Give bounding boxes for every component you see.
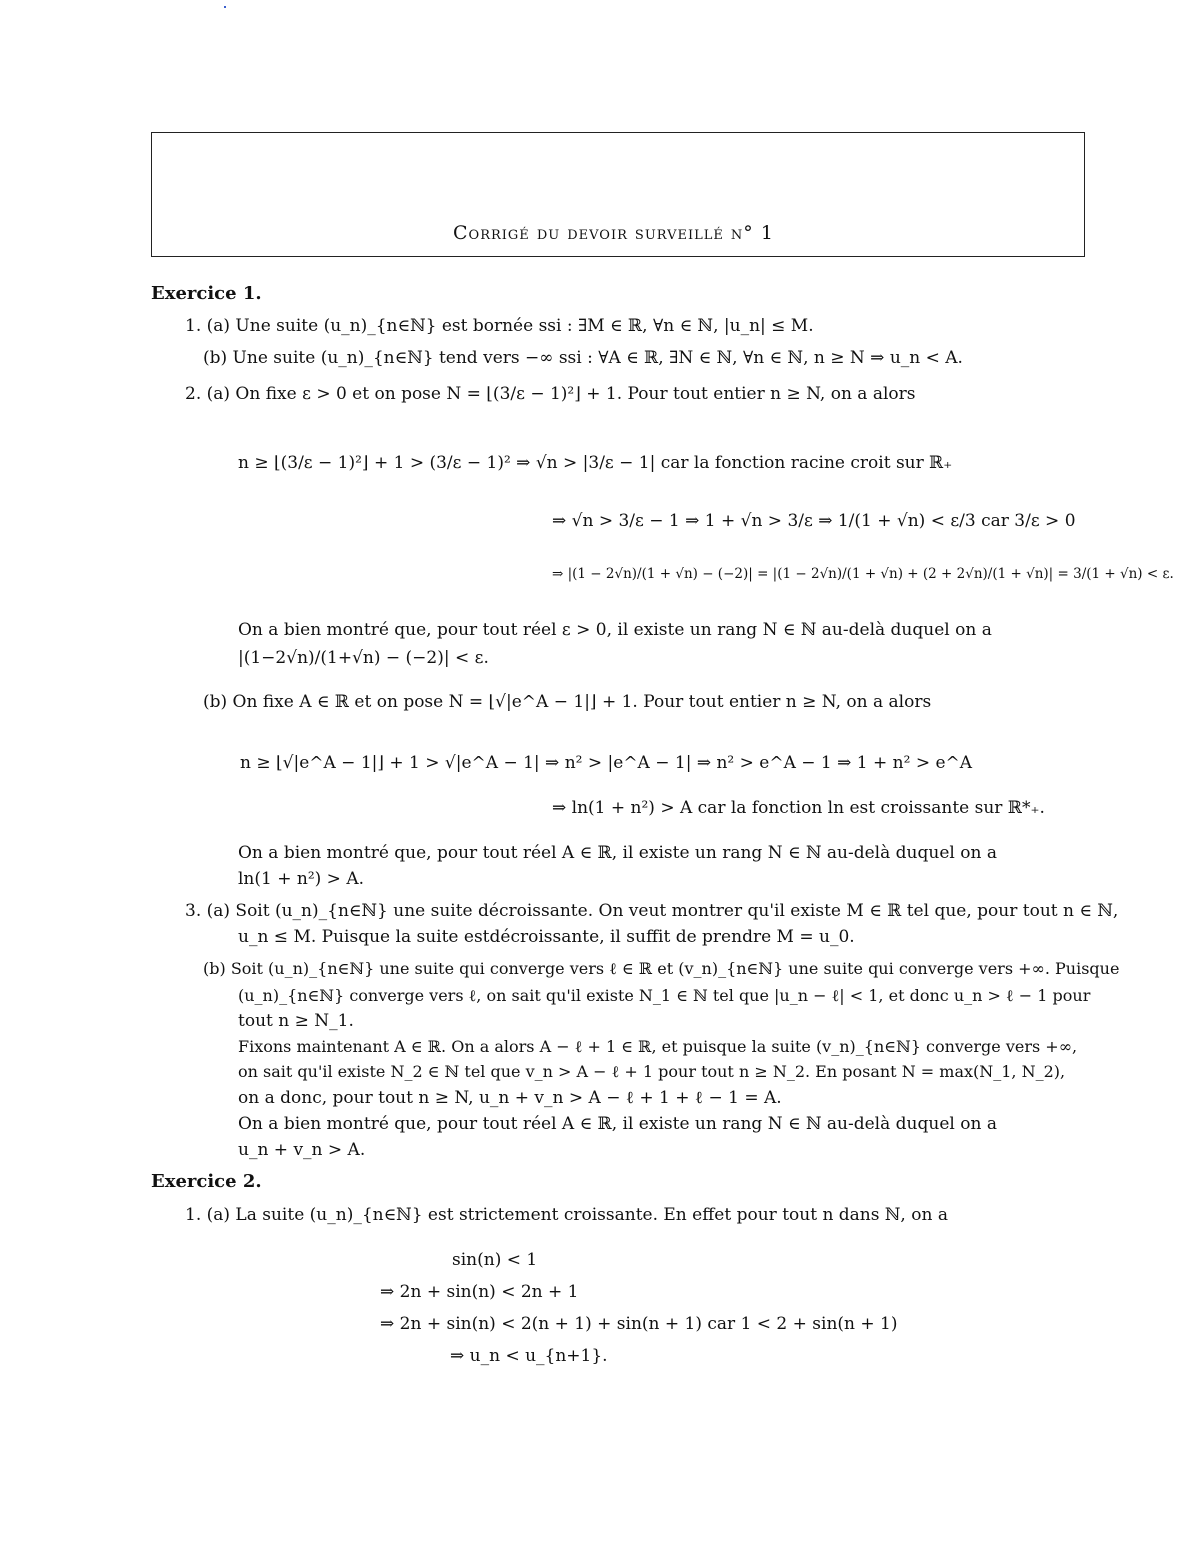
ex1-line: on a donc, pour tout n ≥ N, u_n + v_n > A − ℓ + 1 + ℓ − 1 = A. xyxy=(238,1088,782,1108)
exercise-1-heading: Exercice 1. xyxy=(151,283,262,304)
ex1-line: ln(1 + n²) > A. xyxy=(238,869,365,889)
ex1-line: (b) Une suite (u_n)_{n∈ℕ} tend vers −∞ ssi : ∀A ∈ ℝ, ∃N ∈ ℕ, ∀n ∈ ℕ, n ≥ N ⇒ u_n < A. xyxy=(203,348,963,368)
ex1-line: Fixons maintenant A ∈ ℝ. On a alors A − ℓ + 1 ∈ ℝ, et puisque la suite (v_n)_{n∈ℕ} converge vers +∞, xyxy=(238,1037,1078,1056)
ex1-equation: ⇒ |(1 − 2√n)/(1 + √n) − (−2)| = |(1 − 2√n)/(1 + √n) + (2 + 2√n)/(1 + √n)| = 3/(1 + √n) < ε. xyxy=(552,566,1174,582)
ex1-line: 3. (a) Soit (u_n)_{n∈ℕ} une suite décroissante. On veut montrer qu'il existe M ∈ ℝ tel que, pour tout n ∈ ℕ, xyxy=(185,901,1119,921)
ex1-equation: ⇒ ln(1 + n²) > A car la fonction ln est croissante sur ℝ*₊. xyxy=(552,798,1045,818)
ex1-equation: n ≥ ⌊(3/ε − 1)²⌋ + 1 > (3/ε − 1)² ⇒ √n > |3/ε − 1| car la fonction racine croit sur ℝ₊ xyxy=(238,453,953,473)
ex1-equation: ⇒ √n > 3/ε − 1 ⇒ 1 + √n > 3/ε ⇒ 1/(1 + √n) < ε/3 car 3/ε > 0 xyxy=(552,511,1076,531)
ex2-line: 1. (a) La suite (u_n)_{n∈ℕ} est strictement croissante. En effet pour tout n dans ℕ, on a xyxy=(185,1205,948,1225)
ex1-line: (u_n)_{n∈ℕ} converge vers ℓ, on sait qu'il existe N_1 ∈ ℕ tel que |u_n − ℓ| < 1, et donc u_n > ℓ − 1 pour xyxy=(238,986,1091,1005)
ex1-line: 2. (a) On fixe ε > 0 et on pose N = ⌊(3/ε − 1)²⌋ + 1. Pour tout entier n ≥ N, on a alors xyxy=(185,384,916,404)
ex2-equation: ⇒ 2n + sin(n) < 2n + 1 xyxy=(380,1282,579,1302)
ex1-line: on sait qu'il existe N_2 ∈ ℕ tel que v_n > A − ℓ + 1 pour tout n ≥ N_2. En posant N = max(N_1, N_2), xyxy=(238,1062,1066,1081)
stray-dot xyxy=(224,6,226,8)
ex1-equation: n ≥ ⌊√|e^A − 1|⌋ + 1 > √|e^A − 1| ⇒ n² > |e^A − 1| ⇒ n² > e^A − 1 ⇒ 1 + n² > e^A xyxy=(240,753,973,773)
ex1-line: On a bien montré que, pour tout réel A ∈ ℝ, il existe un rang N ∈ ℕ au-delà duquel on a xyxy=(238,843,997,863)
ex1-line: tout n ≥ N_1. xyxy=(238,1011,354,1031)
ex1-line: (b) Soit (u_n)_{n∈ℕ} une suite qui converge vers ℓ ∈ ℝ et (v_n)_{n∈ℕ} une suite qui converge vers +∞. Puisque xyxy=(203,959,1120,978)
ex1-line: 1. (a) Une suite (u_n)_{n∈ℕ} est bornée ssi : ∃M ∈ ℝ, ∀n ∈ ℕ, |u_n| ≤ M. xyxy=(185,316,814,336)
ex1-line: u_n ≤ M. Puisque la suite estdécroissante, il suffit de prendre M = u_0. xyxy=(238,927,855,947)
ex1-line: On a bien montré que, pour tout réel A ∈ ℝ, il existe un rang N ∈ ℕ au-delà duquel on a xyxy=(238,1114,997,1134)
ex2-equation: ⇒ u_n < u_{n+1}. xyxy=(450,1346,608,1366)
ex1-line: On a bien montré que, pour tout réel ε > 0, il existe un rang N ∈ ℕ au-delà duquel on a xyxy=(238,620,992,640)
ex2-equation: ⇒ 2n + sin(n) < 2(n + 1) + sin(n + 1) car 1 < 2 + sin(n + 1) xyxy=(380,1314,898,1334)
ex1-line: (b) On fixe A ∈ ℝ et on pose N = ⌊√|e^A − 1|⌋ + 1. Pour tout entier n ≥ N, on a alors xyxy=(203,692,932,712)
ex2-equation: sin(n) < 1 xyxy=(452,1250,538,1270)
ex1-line: |(1−2√n)/(1+√n) − (−2)| < ε. xyxy=(238,648,489,668)
ex1-line: u_n + v_n > A. xyxy=(238,1140,366,1160)
page-title: Corrigé du devoir surveillé n° 1 xyxy=(453,222,774,244)
exercise-2-heading: Exercice 2. xyxy=(151,1171,262,1192)
